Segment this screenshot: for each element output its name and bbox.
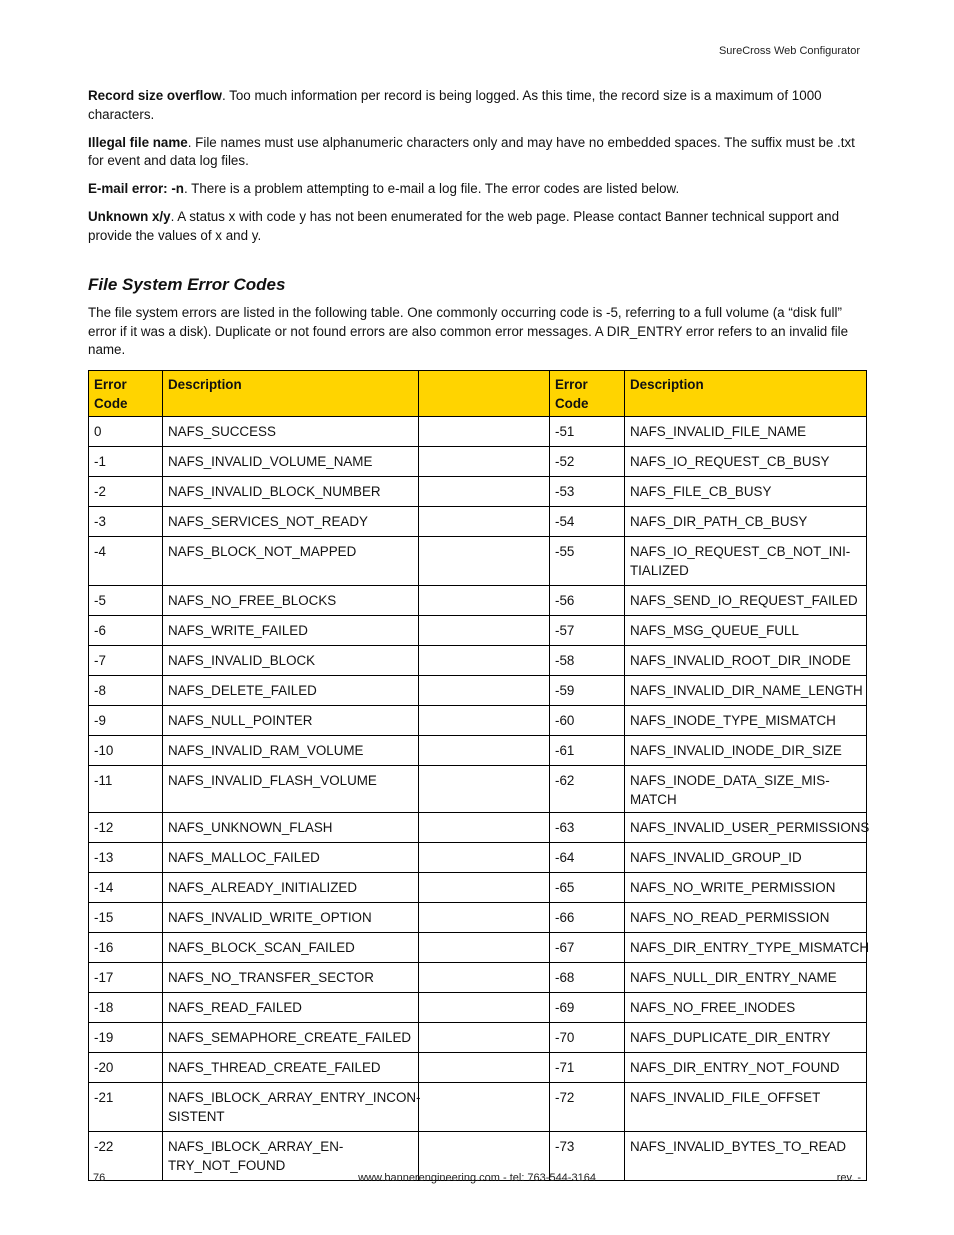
- description-cell: NAFS_MSG_QUEUE_FULL: [625, 615, 867, 645]
- paragraph-unknown-xy: [88, 208, 866, 245]
- error-code-cell: -63: [550, 812, 625, 842]
- error-code-cell: -1: [89, 446, 163, 476]
- error-code-cell: -7: [89, 645, 163, 675]
- table-row: [89, 506, 867, 536]
- table-row: [89, 476, 867, 506]
- error-code-cell: -58: [550, 645, 625, 675]
- description-cell: NAFS_INVALID_WRITE_OPTION: [163, 902, 419, 932]
- empty-cell: [419, 506, 550, 536]
- table-row: [89, 585, 867, 615]
- description-cell: NAFS_INVALID_VOLUME_NAME: [163, 446, 419, 476]
- empty-cell: [419, 1052, 550, 1082]
- empty-cell: [419, 476, 550, 506]
- error-code-cell: -51: [550, 416, 625, 446]
- error-code-cell: -71: [550, 1052, 625, 1082]
- description-cell: NAFS_MALLOC_FAILED: [163, 842, 419, 872]
- page-number: 76: [93, 1172, 106, 1184]
- error-code-cell: -57: [550, 615, 625, 645]
- table-row: [89, 645, 867, 675]
- description-cell: NAFS_FILE_CB_BUSY: [625, 476, 867, 506]
- empty-cell: [419, 932, 550, 962]
- error-code-cell: -18: [89, 992, 163, 1022]
- term: Record size overflow: [88, 88, 222, 103]
- description-cell: NAFS_DUPLICATE_DIR_ENTRY: [625, 1022, 867, 1052]
- error-code-cell: -12: [89, 812, 163, 842]
- term: Unknown x/y: [88, 209, 171, 224]
- section-intro: The file system errors are listed in the following table. One commonly occurring code is -5, referring to a full volume (a “disk full” error if it was a disk). Duplicate or not found errors are also common error messages. A DIR_ENTRY error refers to an invalid file name.: [88, 305, 849, 357]
- error-code-cell: -59: [550, 675, 625, 705]
- paragraph-record-size-overflow: [88, 87, 866, 124]
- empty-cell: [419, 585, 550, 615]
- error-code-cell: -68: [550, 962, 625, 992]
- error-code-cell: -65: [550, 872, 625, 902]
- error-code-cell: -55: [550, 536, 625, 585]
- empty-cell: [419, 645, 550, 675]
- empty-cell: [419, 765, 550, 812]
- table-header-row: [89, 370, 867, 416]
- error-code-cell: -14: [89, 872, 163, 902]
- error-code-cell: -3: [89, 506, 163, 536]
- error-code-cell: -66: [550, 902, 625, 932]
- empty-cell: [419, 735, 550, 765]
- error-code-cell: -16: [89, 932, 163, 962]
- description-cell: NAFS_SEMAPHORE_CREATE_FAILED: [163, 1022, 419, 1052]
- description-cell: NAFS_IBLOCK_ARRAY_EN-TRY_NOT_FOUND: [163, 1131, 419, 1180]
- empty-cell: [419, 812, 550, 842]
- definition: . Too much information per record is being logged. As this time, the record size is a maximum of 1000 characters.: [88, 88, 822, 122]
- error-code-cell: -52: [550, 446, 625, 476]
- table-row: [89, 536, 867, 585]
- description-cell: NAFS_IO_REQUEST_CB_NOT_INI-TIALIZED: [625, 536, 867, 585]
- error-code-cell: -8: [89, 675, 163, 705]
- error-code-cell: -53: [550, 476, 625, 506]
- error-code-cell: -67: [550, 932, 625, 962]
- description-cell: NAFS_INVALID_BYTES_TO_READ: [625, 1131, 867, 1180]
- error-code-cell: -70: [550, 1022, 625, 1052]
- table-row: [89, 615, 867, 645]
- description-cell: NAFS_NO_FREE_BLOCKS: [163, 585, 419, 615]
- paragraph-email-error: [88, 180, 866, 199]
- description-cell: NAFS_IO_REQUEST_CB_BUSY: [625, 446, 867, 476]
- description-cell: NAFS_NULL_DIR_ENTRY_NAME: [625, 962, 867, 992]
- error-code-cell: -69: [550, 992, 625, 1022]
- description-cell: NAFS_INODE_TYPE_MISMATCH: [625, 705, 867, 735]
- table-row: [89, 812, 867, 842]
- empty-cell: [419, 902, 550, 932]
- description-cell: NAFS_INVALID_FILE_NAME: [625, 416, 867, 446]
- error-code-cell: -9: [89, 705, 163, 735]
- error-code-cell: -22: [89, 1131, 163, 1180]
- empty-cell: [419, 675, 550, 705]
- description-cell: NAFS_WRITE_FAILED: [163, 615, 419, 645]
- definition: . There is a problem attempting to e-mail a log file. The error codes are listed below.: [183, 181, 680, 196]
- error-code-cell: -72: [550, 1082, 625, 1131]
- empty-cell: [419, 872, 550, 902]
- empty-cell: [419, 1082, 550, 1131]
- error-code-cell: -11: [89, 765, 163, 812]
- error-code-cell: -10: [89, 735, 163, 765]
- description-cell: NAFS_INVALID_USER_PERMISSIONS: [625, 812, 867, 842]
- description-cell: NAFS_BLOCK_SCAN_FAILED: [163, 932, 419, 962]
- error-code-cell: -54: [550, 506, 625, 536]
- error-code-cell: -4: [89, 536, 163, 585]
- table-row: [89, 1082, 867, 1131]
- table-row: [89, 416, 867, 446]
- description-cell: NAFS_DIR_ENTRY_TYPE_MISMATCH: [625, 932, 867, 962]
- error-code-cell: -21: [89, 1082, 163, 1131]
- description-cell: NAFS_SUCCESS: [163, 416, 419, 446]
- error-code-cell: -73: [550, 1131, 625, 1180]
- description-cell: NAFS_INVALID_DIR_NAME_LENGTH: [625, 675, 867, 705]
- error-code-cell: -61: [550, 735, 625, 765]
- empty-cell: [419, 842, 550, 872]
- error-code-cell: -17: [89, 962, 163, 992]
- table-row: [89, 932, 867, 962]
- header-description-left: Description: [163, 370, 419, 416]
- description-cell: NAFS_INVALID_GROUP_ID: [625, 842, 867, 872]
- empty-cell: [419, 446, 550, 476]
- description-cell: NAFS_UNKNOWN_FLASH: [163, 812, 419, 842]
- description-cell: NAFS_SEND_IO_REQUEST_FAILED: [625, 585, 867, 615]
- description-cell: NAFS_SERVICES_NOT_READY: [163, 506, 419, 536]
- table-row: [89, 842, 867, 872]
- description-cell: NAFS_NULL_POINTER: [163, 705, 419, 735]
- description-cell: NAFS_THREAD_CREATE_FAILED: [163, 1052, 419, 1082]
- description-cell: NAFS_NO_FREE_INODES: [625, 992, 867, 1022]
- empty-cell: [419, 992, 550, 1022]
- error-code-cell: -13: [89, 842, 163, 872]
- table-row: [89, 705, 867, 735]
- description-cell: NAFS_DELETE_FAILED: [163, 675, 419, 705]
- term: Illegal file name: [88, 134, 188, 150]
- header-error-code-left: Error Code: [89, 370, 163, 416]
- table-row: [89, 735, 867, 765]
- footer-contact: www.bannerengineering.com - tel: 763-544-3164: [358, 1172, 596, 1184]
- error-code-cell: -2: [89, 476, 163, 506]
- empty-cell: [419, 962, 550, 992]
- description-cell: NAFS_DIR_PATH_CB_BUSY: [625, 506, 867, 536]
- header-blank: [419, 370, 550, 416]
- table-row: [89, 962, 867, 992]
- table-row: [89, 902, 867, 932]
- empty-cell: [419, 1022, 550, 1052]
- description-cell: NAFS_IBLOCK_ARRAY_ENTRY_INCON-SISTENT: [163, 1082, 419, 1131]
- description-cell: NAFS_NO_READ_PERMISSION: [625, 902, 867, 932]
- table-row: [89, 992, 867, 1022]
- section-title: File System Error Codes: [88, 275, 286, 294]
- term: E-mail error: -n: [88, 181, 184, 196]
- header-description-right: Description: [625, 370, 867, 416]
- empty-cell: [419, 536, 550, 585]
- error-code-cell: -64: [550, 842, 625, 872]
- error-code-cell: -19: [89, 1022, 163, 1052]
- description-cell: NAFS_NO_WRITE_PERMISSION: [625, 872, 867, 902]
- error-code-cell: -15: [89, 902, 163, 932]
- description-cell: NAFS_INVALID_FILE_OFFSET: [625, 1082, 867, 1131]
- empty-cell: [419, 705, 550, 735]
- definition: . A status x with code y has not been enumerated for the web page. Please contact Banner technical support and provide the values of x and y.: [88, 209, 840, 243]
- error-code-cell: 0: [89, 416, 163, 446]
- description-cell: NAFS_READ_FAILED: [163, 992, 419, 1022]
- description-cell: NAFS_INVALID_RAM_VOLUME: [163, 735, 419, 765]
- error-code-cell: -20: [89, 1052, 163, 1082]
- description-cell: NAFS_INVALID_ROOT_DIR_INODE: [625, 645, 867, 675]
- definition: . File names must use alphanumeric characters only and may have no embedded spaces. The suffix must be .txt for event and data log files.: [88, 134, 855, 168]
- table-row: [89, 872, 867, 902]
- header-error-code-right: Error Code: [550, 370, 625, 416]
- description-cell: NAFS_INVALID_BLOCK: [163, 645, 419, 675]
- description-cell: NAFS_NO_TRANSFER_SECTOR: [163, 962, 419, 992]
- description-cell: NAFS_INODE_DATA_SIZE_MIS-MATCH: [625, 765, 867, 812]
- error-code-cell: -60: [550, 705, 625, 735]
- table-row: [89, 765, 867, 812]
- description-cell: NAFS_ALREADY_INITIALIZED: [163, 872, 419, 902]
- table-row: [89, 1052, 867, 1082]
- table-row: [89, 446, 867, 476]
- table-row: [89, 1022, 867, 1052]
- description-cell: NAFS_DIR_ENTRY_NOT_FOUND: [625, 1052, 867, 1082]
- description-cell: NAFS_INVALID_FLASH_VOLUME: [163, 765, 419, 812]
- revision: rev. -: [836, 1172, 861, 1184]
- error-codes-table: [88, 370, 870, 1181]
- page-content: [88, 87, 870, 1181]
- table-row: [89, 675, 867, 705]
- running-header: SureCross Web Configurator: [718, 45, 860, 57]
- error-code-cell: -56: [550, 585, 625, 615]
- description-cell: NAFS_BLOCK_NOT_MAPPED: [163, 536, 419, 585]
- paragraph-illegal-file-name: [88, 134, 866, 171]
- error-code-cell: -62: [550, 765, 625, 812]
- empty-cell: [419, 615, 550, 645]
- description-cell: NAFS_INVALID_BLOCK_NUMBER: [163, 476, 419, 506]
- error-code-cell: -6: [89, 615, 163, 645]
- empty-cell: [419, 416, 550, 446]
- error-code-cell: -5: [89, 585, 163, 615]
- description-cell: NAFS_INVALID_INODE_DIR_SIZE: [625, 735, 867, 765]
